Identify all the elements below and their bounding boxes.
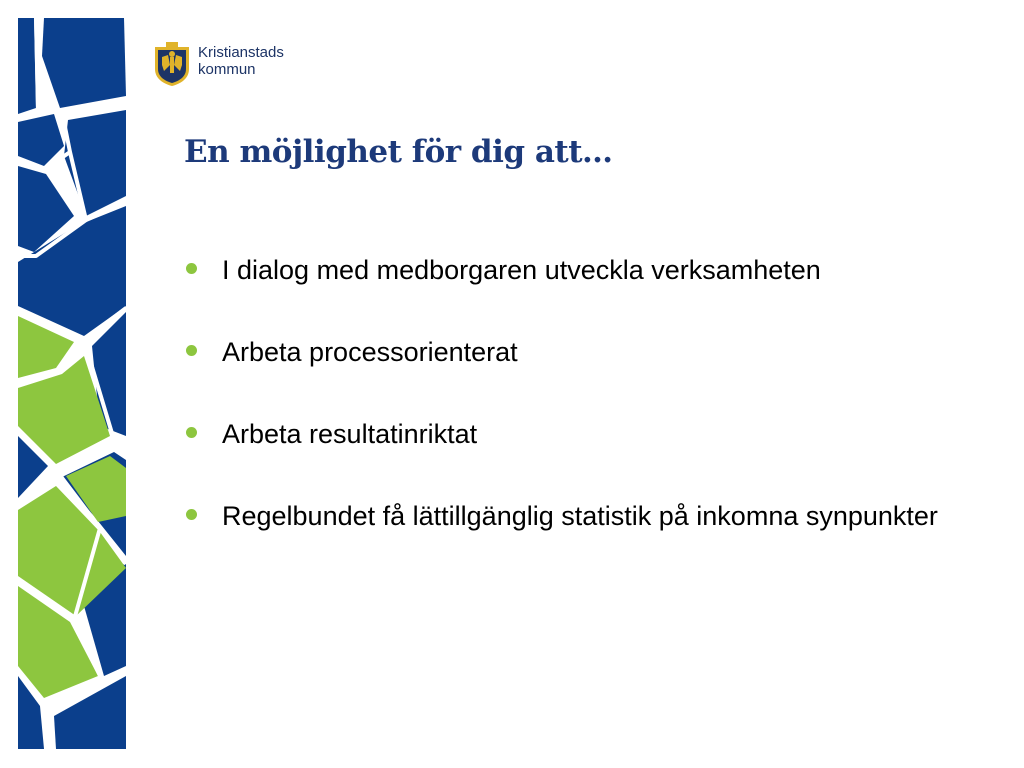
bullet-item xyxy=(184,254,1004,287)
decorative-mosaic xyxy=(14,16,128,751)
logo-line-1: Kristianstads xyxy=(198,44,284,61)
municipality-logo xyxy=(152,41,312,89)
logo-wordmark xyxy=(198,44,284,78)
bullet-item xyxy=(184,500,1004,533)
bullet-text: Arbeta resultatinriktat xyxy=(222,419,478,449)
bullet-dot-icon xyxy=(186,263,197,274)
slide-title: En möjlighet för dig att… xyxy=(184,134,613,170)
bullet-item xyxy=(184,418,1004,451)
bullet-text: Regelbundet få lättillgänglig statistik på inkomna synpunkter xyxy=(222,501,938,531)
bullet-dot-icon xyxy=(186,427,197,438)
logo-line-2: kommun xyxy=(198,61,256,78)
bullet-item xyxy=(184,336,1004,369)
bullet-dot-icon xyxy=(186,345,197,356)
coat-of-arms-icon xyxy=(152,41,192,87)
bullet-list xyxy=(184,254,1004,582)
bullet-dot-icon xyxy=(186,509,197,520)
bullet-text: I dialog med medborgaren utveckla verksamheten xyxy=(222,255,821,285)
bullet-text: Arbeta processorienterat xyxy=(222,337,518,367)
